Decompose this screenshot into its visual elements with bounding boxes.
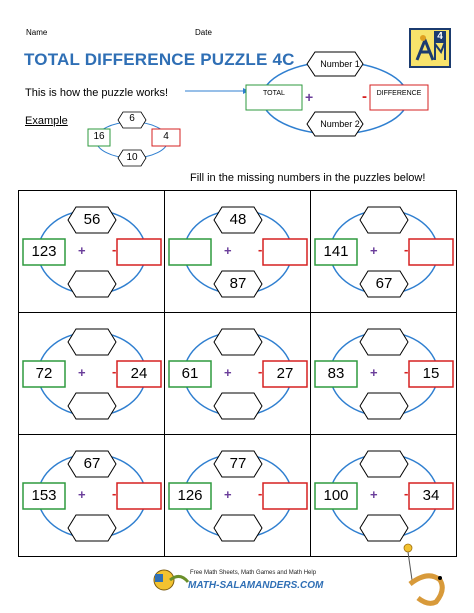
puzzle-cell xyxy=(18,434,165,557)
puzzle-cell xyxy=(18,190,165,313)
minus-sign: - xyxy=(112,364,117,379)
top-number-hexagon[interactable] xyxy=(360,329,408,355)
puzzle-shapes xyxy=(165,191,311,313)
minus-sign: - xyxy=(112,486,117,501)
top-number-hexagon[interactable] xyxy=(214,329,262,355)
diagram-difference-label: DIFFERENCE xyxy=(376,90,422,97)
example-top-value: 6 xyxy=(129,113,135,124)
difference-value: 24 xyxy=(130,365,148,382)
difference-box[interactable] xyxy=(117,239,161,265)
puzzle-cell xyxy=(164,312,311,435)
date-label: Date xyxy=(195,28,212,37)
diagram-minus-sign: - xyxy=(362,88,367,105)
example-bottom-value: 10 xyxy=(126,152,138,163)
salamander-mascot-drawing xyxy=(388,540,458,608)
bottom-number-value: 67 xyxy=(375,275,393,292)
total-value: 126 xyxy=(177,487,203,504)
plus-sign: + xyxy=(370,365,378,380)
plus-sign: + xyxy=(370,487,378,502)
bottom-number-hexagon[interactable] xyxy=(68,271,116,297)
puzzle-cell xyxy=(310,434,457,557)
minus-sign: - xyxy=(404,364,409,379)
minus-sign: - xyxy=(404,242,409,257)
puzzle-cell xyxy=(310,190,457,313)
total-value: 83 xyxy=(327,365,345,382)
bottom-number-value: 87 xyxy=(229,275,247,292)
top-number-value: 77 xyxy=(229,455,247,472)
top-number-hexagon[interactable] xyxy=(68,329,116,355)
plus-sign: + xyxy=(224,365,232,380)
example-left-value: 16 xyxy=(93,131,105,142)
puzzle-grid xyxy=(18,190,456,556)
puzzle-cell xyxy=(164,434,311,557)
total-value: 153 xyxy=(31,487,57,504)
plus-sign: + xyxy=(370,243,378,258)
total-value: 123 xyxy=(31,243,57,260)
instruction-text: Fill in the missing numbers in the puzzles below! xyxy=(190,172,426,184)
difference-value: 34 xyxy=(422,487,440,504)
page-title: TOTAL DIFFERENCE PUZZLE 4C xyxy=(24,50,295,69)
diagram-number2-label: Number 2 xyxy=(320,119,360,129)
top-number-hexagon[interactable] xyxy=(360,207,408,233)
top-number-value: 48 xyxy=(229,211,247,228)
plus-sign: + xyxy=(78,365,86,380)
plus-sign: + xyxy=(224,487,232,502)
minus-sign: - xyxy=(112,242,117,257)
total-value: 72 xyxy=(35,365,53,382)
name-label: Name xyxy=(26,28,48,37)
puzzle-cell xyxy=(18,312,165,435)
total-value: 141 xyxy=(323,243,349,260)
difference-box[interactable] xyxy=(117,483,161,509)
top-number-value: 56 xyxy=(83,211,101,228)
diagram-total-box xyxy=(246,85,302,110)
bottom-number-hexagon[interactable] xyxy=(360,393,408,419)
footer-tagline: Free Math Sheets, Math Games and Math Help xyxy=(190,570,317,576)
minus-sign: - xyxy=(258,486,263,501)
bottom-number-hexagon[interactable] xyxy=(68,515,116,541)
bottom-number-hexagon[interactable] xyxy=(214,393,262,419)
top-number-hexagon[interactable] xyxy=(360,451,408,477)
total-box[interactable] xyxy=(169,239,211,265)
total-value: 61 xyxy=(181,365,199,382)
diagram-plus-sign: + xyxy=(305,89,314,105)
bottom-number-hexagon[interactable] xyxy=(360,515,408,541)
footer-brand: MATH-SALAMANDERS.COM xyxy=(188,580,324,591)
top-number-value: 67 xyxy=(83,455,101,472)
example-label: Example xyxy=(25,115,68,127)
plus-sign: + xyxy=(224,243,232,258)
plus-sign: + xyxy=(78,243,86,258)
minus-sign: - xyxy=(258,364,263,379)
puzzle-cell xyxy=(310,312,457,435)
difference-value: 27 xyxy=(276,365,294,382)
intro-text: This is how the puzzle works! xyxy=(25,87,169,99)
example-right-value: 4 xyxy=(163,131,169,142)
bottom-number-hexagon[interactable] xyxy=(68,393,116,419)
minus-sign: - xyxy=(258,242,263,257)
total-value: 100 xyxy=(323,487,349,504)
grade-number: 4 xyxy=(434,31,446,43)
difference-box[interactable] xyxy=(263,239,307,265)
difference-value: 15 xyxy=(422,365,440,382)
diagram-difference-box xyxy=(370,85,428,110)
bottom-number-hexagon[interactable] xyxy=(214,515,262,541)
difference-box[interactable] xyxy=(263,483,307,509)
diagram-number1-label: Number 1 xyxy=(320,59,360,69)
diagram-total-label: TOTAL xyxy=(263,90,285,97)
minus-sign: - xyxy=(404,486,409,501)
puzzle-cell xyxy=(164,190,311,313)
difference-box[interactable] xyxy=(409,239,453,265)
plus-sign: + xyxy=(78,487,86,502)
